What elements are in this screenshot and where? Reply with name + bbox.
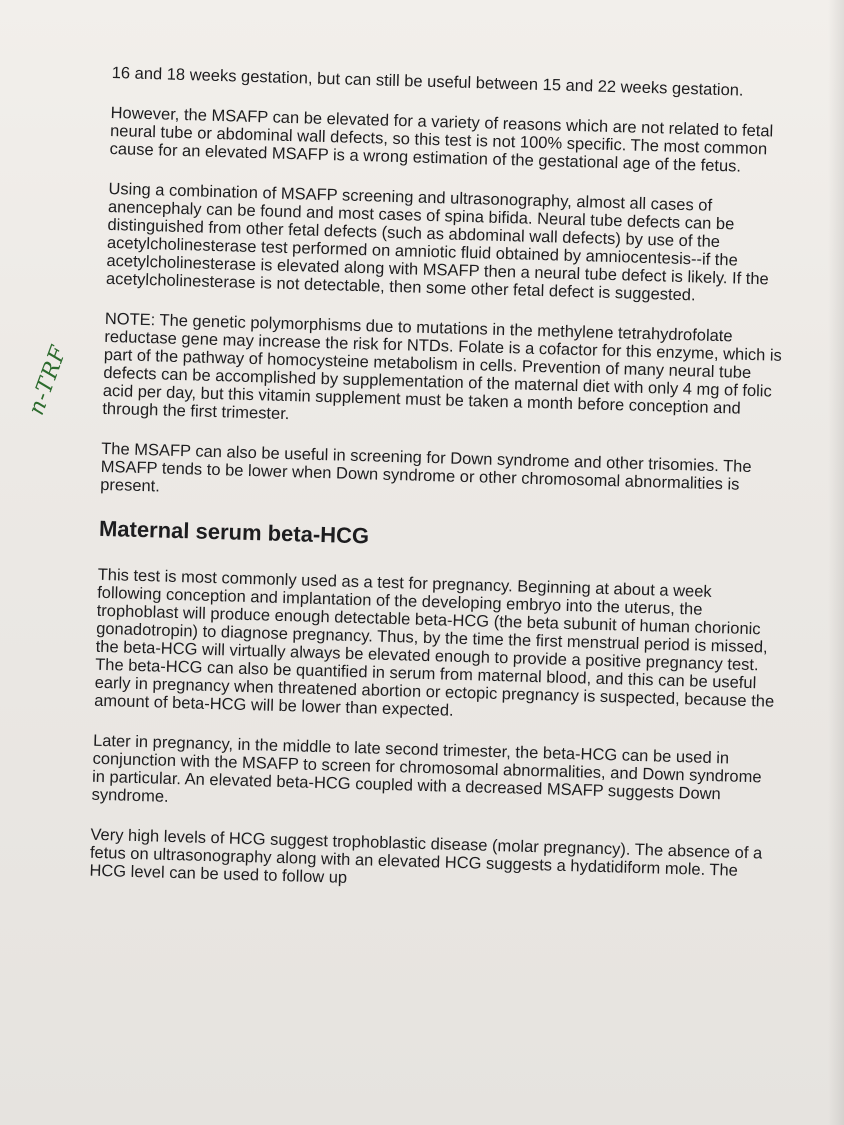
section-heading: Maternal serum beta-HCG — [98, 515, 370, 549]
page-edge-shadow — [828, 0, 844, 1125]
paragraph-pregnancy-test: This test is most commonly used as a test for pregnancy. Beginning at about a week following conception and implantation of the developing embryo into the uterus, the trophoblast will produce enough detectable beta-HCG (the beta subunit of human chorionic gonadotropin) to diagnose pregnancy. Thus, by the time the first menstrual period is missed, the beta-HCG will virtually always be elevated enough to provide a positive pregnancy test. The beta-HCG can also be quantified in serum from maternal blood, and this can be useful early in pregnancy when threatened abortion or ectopic pregnancy is suspected, because the amount of beta-HCG will be lower than expected. — [93, 565, 775, 720]
paragraph-down-syndrome-screening: The MSAFP can also be useful in screening for Down syndrome and other trisomies. The MSAFP tends to be lower when Down syndrome or other chromosomal abnormalities is present. — [99, 439, 752, 496]
handwritten-margin-note: n-TRF — [24, 342, 73, 419]
paragraph-msafp-specificity: However, the MSAFP can be elevated for a variety of reasons which are not related to fetal neural tube or abdominal wall defects, so this test is not 100% specific. The most common cause for an elevated MSAFP is a wrong estimation of the gestational age of the fetus. — [109, 103, 774, 176]
paragraph-gestation-window: 16 and 18 weeks gestation, but can still be useful between 15 and 22 weeks gestation. — [111, 64, 744, 100]
paragraph-genetic-note: NOTE: The genetic polymorphisms due to mutations in the methylene tetrahydrofolate reductase gene may increase the risk for NTDs. Folate is a cofactor for this enzyme, which is part of the pathway of homocysteine metabolism in cells. Prevention of many neural tube defects can be accomplished by supplementation of the maternal diet with only 4 mg of folic acid per day, but this vitamin supplement must be taken a month before conception and through the first trimester. — [102, 309, 783, 424]
paragraph-msafp-ultrasonography: Using a combination of MSAFP screening and ultrasonography, almost all cases of anencephaly can be found and most cases of spina bifida. Neural tube defects can be distinguished from other fetal defects (such as abdominal wall defects) by use of the acetylcholinesterase test performed on amniotic fluid obtained by amniocentesis--if the acetylcholinesterase is elevated along with MSAFP then a neural tube defect is likely. If the acetylcholinesterase is not detectable, then some other fetal defect is suggested. — [105, 179, 770, 305]
paragraph-later-pregnancy: Later in pregnancy, in the middle to late second trimester, the beta-HCG can be used in conjunction with the MSAFP to screen for chromosomal abnormalities, and Down syndrome in particular. An elevated beta-HCG coupled with a decreased MSAFP suggests Down syndrome. — [91, 731, 762, 806]
paragraph-high-hcg: Very high levels of HCG suggest trophoblastic disease (molar pregnancy). The absence of a fetus on ultrasonography along with an elevated HCG suggests a hydatidiform mole. The HCG level can be used to follow up — [89, 825, 763, 887]
document-content — [89, 64, 792, 921]
